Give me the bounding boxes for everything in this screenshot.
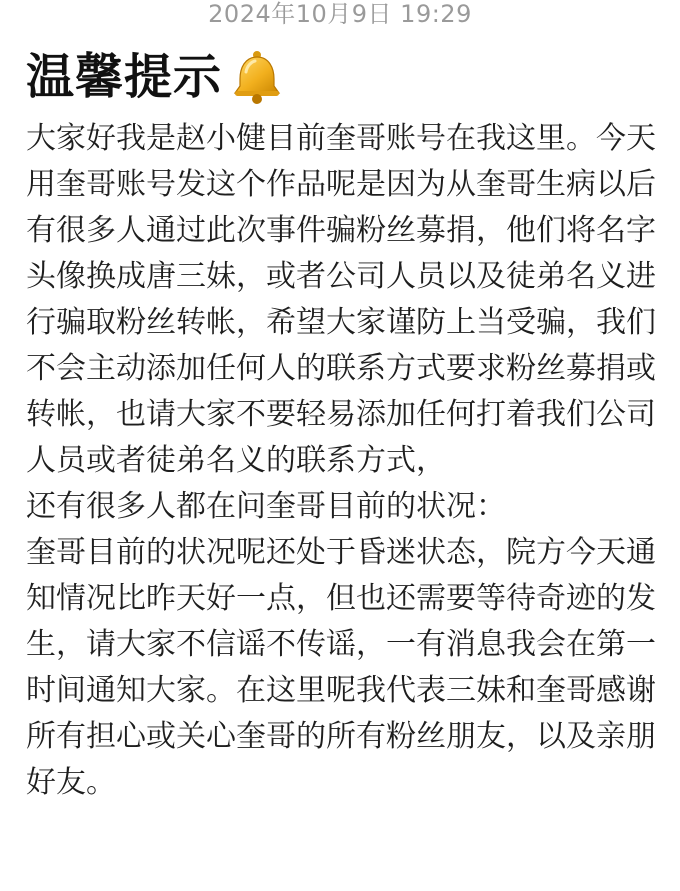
timestamp: 2024年10月9日 19:29	[208, 0, 472, 28]
post-paragraph-2: 还有很多人都在问奎哥目前的状况：	[26, 489, 506, 524]
bell-icon	[228, 48, 286, 106]
post-title: 温馨提示	[26, 49, 223, 105]
post-paragraph-3: 奎哥目前的状况呢还处于昏迷状态，院方今天通知情况比昨天好一点，但也还需要等待奇迹的发生，请大家不信谣不传谣，一有消息我会在第一时间通知大家。在这里呢我代表三妹和奎哥感谢所有担心或关心奎哥的所有粉丝朋友，以及亲朋好友。	[26, 535, 656, 800]
post-paragraph-1: 大家好我是赵小健目前奎哥账号在我这里。今天用奎哥账号发这个作品呢是因为从奎哥生病以后有很多人通过此次事件骗粉丝募捐，他们将名字头像换成唐三妹，或者公司人员以及徒弟名义进行骗取粉丝转帐，希望大家谨防上当受骗，我们不会主动添加任何人的联系方式要求粉丝募捐或转帐，也请大家不要轻易添加任何打着我们公司人员或者徒弟名义的联系方式，	[26, 121, 656, 478]
post-body	[26, 116, 656, 806]
post-title-row	[26, 42, 286, 112]
